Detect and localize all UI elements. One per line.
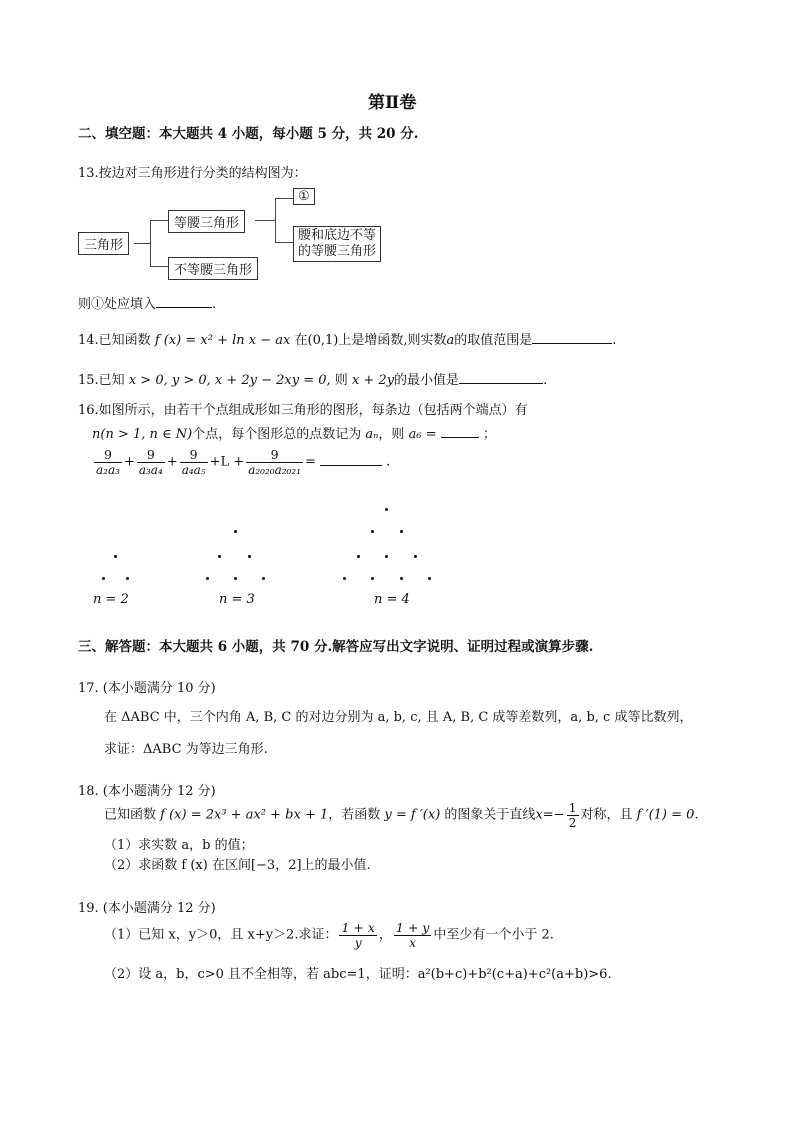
q14-var: a xyxy=(446,333,455,348)
q15-line xyxy=(78,369,547,388)
q19-part2: （2）设 a，b，c>0 且不全相等，若 abc=1，证明：a²(b+c)+b²(c+a)+c²(a+b)>6. xyxy=(104,967,612,982)
dot xyxy=(428,577,431,580)
q16-blank-1 xyxy=(441,425,479,438)
q13-root-box: 三角形 xyxy=(78,232,129,255)
q18-item1: （1）求实数 a，b 的值； xyxy=(104,838,254,853)
section-3-heading: 三、解答题：本大题共 6 小题，共 70 分.解答应写出文字说明、证明过程或演算步骤. xyxy=(78,639,594,655)
q13-branch-top-box: 等腰三角形 xyxy=(168,210,245,233)
dot xyxy=(102,577,105,580)
q15-answer-blank xyxy=(459,371,543,384)
q13-fill-line xyxy=(78,293,216,312)
dot xyxy=(371,530,374,533)
q16-plus: + xyxy=(166,454,178,470)
dot xyxy=(343,577,346,580)
dot xyxy=(385,555,388,558)
q16-text3: ，则 xyxy=(378,427,405,442)
q16-frac-2: $\frac{9}{\text{a₃a₄}}$ xyxy=(138,447,163,477)
q16-label-n4: n = 4 xyxy=(374,592,410,607)
q14-suffix: 的取值范围是 xyxy=(454,333,533,348)
q13-branch-bottom-box: 不等腰三角形 xyxy=(168,257,258,280)
q19-head: 19. (本小题满分 12 分) xyxy=(78,901,216,916)
q16-frac-1: $\frac{9}{\text{a₂a₃}}$ xyxy=(96,447,120,477)
q16-frac-last: $\frac{9}{\text{a₂₀₂₀a₂₀₂₁}}$ xyxy=(248,447,301,477)
q16-frac-3: $\frac{9}{\text{a₄a₅}}$ xyxy=(181,447,206,477)
q18-y: y = f ′(x) xyxy=(384,807,441,823)
q17-line1: 在 ΔABC 中，三个内角 A, B, C 的对边分别为 a, b, c, 且 A, B, C 成等差数列，a, b, c 成等比数列， xyxy=(104,710,693,725)
q17-head: 17. (本小题满分 10 分) xyxy=(78,681,216,696)
q16-semicolon: ； xyxy=(482,427,496,442)
dot xyxy=(248,555,251,558)
dot xyxy=(206,577,209,580)
q14-answer-blank xyxy=(532,331,612,344)
q14-formula: f (x) = x² + ln x − ax xyxy=(154,333,291,348)
q15-condition: x > 0, y > 0, x + 2y − 2xy = 0 xyxy=(128,373,327,388)
dot xyxy=(371,577,374,580)
dot xyxy=(234,577,237,580)
dot xyxy=(400,530,403,533)
dot xyxy=(114,555,117,558)
q13-answer-blank xyxy=(156,295,212,308)
q15-expr: x + 2y xyxy=(351,373,395,388)
q16-a6: a₆ = xyxy=(408,427,437,442)
q18-head: 18. (本小题满分 12 分) xyxy=(78,784,216,799)
q18-e: f ′(1) = 0 xyxy=(636,807,695,823)
q14-mid: 在 xyxy=(294,333,308,348)
q13-connector xyxy=(150,220,168,221)
dot xyxy=(126,577,129,580)
q14-text2: 上是增函数,则实数 xyxy=(338,333,447,348)
q15-prefix: 15.已知 xyxy=(78,373,125,388)
q14-prefix: 14.已知函数 xyxy=(78,333,151,348)
q14-interval: (0,1) xyxy=(307,333,339,348)
q19-part1 xyxy=(104,920,554,950)
q19-frac-1: $\frac{1 + x}{y}$ xyxy=(341,920,375,950)
q13-leaf-1-box: ① xyxy=(293,188,315,205)
q14-end: . xyxy=(612,333,617,348)
q18-text-d: 对称，且 xyxy=(580,807,633,823)
q19-frac-2: $\frac{1 + y}{x}$ xyxy=(395,920,430,950)
q16-label-n2: n = 2 xyxy=(93,592,129,607)
q18-frac: $\frac{1}{2}$ xyxy=(568,800,577,830)
dot xyxy=(414,555,417,558)
q16-eq: = xyxy=(304,454,316,470)
q16-line2 xyxy=(92,423,496,442)
dot xyxy=(357,555,360,558)
q19-p1-a: （1）已知 x，y＞0，且 x+y＞2.求证： xyxy=(104,927,338,943)
q13-leaf-2-box xyxy=(293,226,381,262)
q13-fill-prefix: 则①处应填入 xyxy=(78,297,157,312)
q18-item2: （2）求函数 f (x) 在区间[−3，2]上的最小值. xyxy=(104,858,371,873)
q14-line xyxy=(78,329,616,348)
page-title: 第Ⅱ卷 xyxy=(368,93,417,113)
q17-line2: 求证：ΔABC 为等边三角形. xyxy=(104,742,268,757)
q18-text-a: 已知函数 xyxy=(104,807,157,823)
dot xyxy=(385,508,388,511)
q18-x: x=− xyxy=(535,807,565,823)
q16-ellipsis: +L + xyxy=(209,454,245,470)
q18-line1 xyxy=(104,800,699,830)
q16-sum-line xyxy=(92,447,390,477)
q18-text-c: 的图象关于直线 xyxy=(444,807,536,823)
q13-connector xyxy=(150,266,168,267)
q13-connector xyxy=(255,220,275,221)
q15-end: . xyxy=(543,373,548,388)
q15-suffix: 的最小值是 xyxy=(394,373,460,388)
q13-leaf-2-line2: 的等腰三角形 xyxy=(298,244,377,259)
q13-connector xyxy=(275,198,293,199)
q18-end: . xyxy=(694,807,699,823)
q15-mid: , 则 xyxy=(326,373,348,388)
q13-connector xyxy=(275,198,276,242)
q18-text-b: ，若函数 xyxy=(328,807,381,823)
dot xyxy=(218,555,221,558)
q16-end: . xyxy=(386,454,391,470)
q19-p1-b: 中至少有一个小于 2. xyxy=(433,927,554,943)
dot xyxy=(400,577,403,580)
section-2-heading: 二、填空题：本大题共 4 小题，每小题 5 分，共 20 分. xyxy=(78,126,419,142)
q19-sep: ， xyxy=(378,927,392,943)
q16-plus: + xyxy=(123,454,135,470)
dot xyxy=(262,577,265,580)
q13-leaf-2-line1: 腰和底边不等 xyxy=(298,228,377,243)
q16-cond: n(n > 1, n ∈ N) xyxy=(92,427,193,442)
q13-connector xyxy=(134,243,150,244)
q13-fill-suffix: . xyxy=(212,297,217,312)
q13-text: 13.按边对三角形进行分类的结构图为： xyxy=(78,166,307,181)
q18-f: f (x) = 2x³ + ax² + bx + 1 xyxy=(160,807,329,823)
q16-blank-2 xyxy=(320,453,382,466)
q16-text2: 个点，每个图形总的点数记为 xyxy=(192,427,362,442)
q16-an: aₙ xyxy=(365,427,379,442)
dot xyxy=(234,530,237,533)
q16-line1: 16.如图所示，由若干个点组成形如三角形的图形，每条边（包括两个端点）有 xyxy=(78,403,528,418)
q13-connector xyxy=(275,242,293,243)
q16-label-n3: n = 3 xyxy=(219,592,255,607)
q13-connector xyxy=(150,220,151,266)
